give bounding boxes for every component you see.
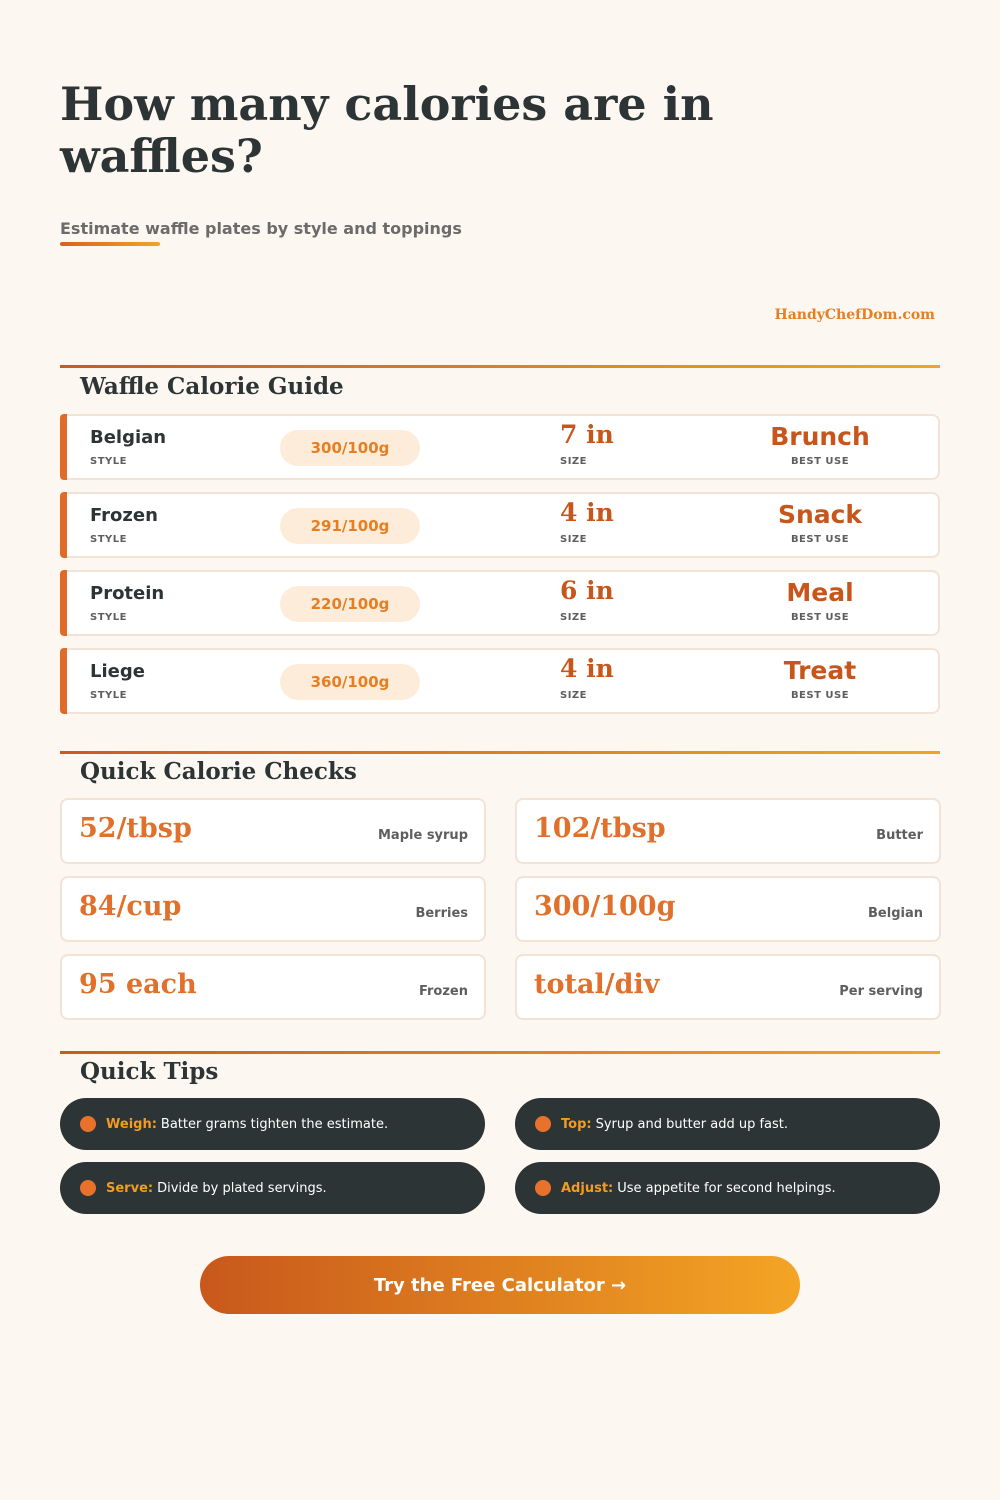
check-card	[515, 798, 941, 864]
style-label: STYLE	[90, 456, 127, 467]
best-use-value: Brunch	[770, 422, 870, 451]
calorie-pill: 291/100g	[280, 508, 420, 544]
tip-item	[60, 1162, 485, 1214]
checks-title: Quick Calorie Checks	[80, 758, 357, 785]
check-label: Per serving	[839, 984, 923, 999]
style-label: STYLE	[90, 612, 127, 623]
tip-text: Batter grams tighten the estimate.	[160, 1116, 389, 1132]
check-value: 95 each	[79, 969, 197, 1000]
best-use-label: BEST USE	[790, 456, 850, 467]
calorie-pill: 300/100g	[280, 430, 420, 466]
check-card	[60, 954, 486, 1020]
guide-row-protein	[60, 570, 940, 636]
section-divider	[60, 365, 940, 368]
check-card	[60, 798, 486, 864]
style-name: Frozen	[90, 505, 158, 526]
row-accent-bar	[60, 648, 67, 714]
check-label: Maple syrup	[378, 828, 468, 843]
best-use-value: Snack	[777, 500, 863, 529]
tips-title: Quick Tips	[80, 1058, 219, 1085]
tip-text: Syrup and butter add up fast.	[595, 1116, 789, 1132]
bullet-dot-icon	[535, 1116, 551, 1132]
best-use-label: BEST USE	[790, 690, 850, 701]
best-use-value: Meal	[786, 578, 854, 607]
style-name: Liege	[90, 661, 145, 682]
check-card	[515, 954, 941, 1020]
bullet-dot-icon	[80, 1180, 96, 1196]
best-use-label: BEST USE	[790, 612, 850, 623]
check-label: Butter	[876, 828, 923, 843]
guide-title: Waffle Calorie Guide	[80, 373, 344, 400]
size-label: SIZE	[560, 456, 588, 467]
subtitle-underline	[60, 242, 160, 246]
brand-link[interactable]: HandyChefDom.com	[774, 307, 935, 323]
tip-key: Weigh:	[106, 1116, 157, 1132]
size-value: 6 in	[560, 576, 614, 605]
tip-key: Adjust:	[561, 1180, 614, 1196]
best-use-label: BEST USE	[790, 534, 850, 545]
tip-item	[515, 1162, 940, 1214]
size-label: SIZE	[560, 690, 588, 701]
calorie-pill: 360/100g	[280, 664, 420, 700]
bullet-dot-icon	[80, 1116, 96, 1132]
row-accent-bar	[60, 570, 67, 636]
size-value: 4 in	[560, 654, 614, 683]
check-card	[60, 876, 486, 942]
check-value: total/div	[534, 969, 660, 1000]
check-value: 84/cup	[79, 891, 182, 922]
section-divider	[60, 1051, 940, 1054]
tip-text: Divide by plated servings.	[157, 1180, 327, 1196]
best-use-value: Treat	[783, 656, 857, 685]
tip-item	[515, 1098, 940, 1150]
style-name: Protein	[90, 583, 165, 604]
tip-key: Top:	[561, 1116, 592, 1132]
check-label: Berries	[415, 906, 468, 921]
tip-text: Use appetite for second helpings.	[617, 1180, 836, 1196]
tip-item	[60, 1098, 485, 1150]
guide-row-belgian	[60, 414, 940, 480]
style-name: Belgian	[90, 427, 167, 448]
page-title: How many calories are in waffles?	[60, 77, 714, 183]
size-label: SIZE	[560, 534, 588, 545]
bullet-dot-icon	[535, 1180, 551, 1196]
calculator-cta-button[interactable]: Try the Free Calculator →	[200, 1256, 800, 1314]
check-value: 102/tbsp	[534, 813, 666, 844]
check-value: 52/tbsp	[79, 813, 192, 844]
size-value: 4 in	[560, 498, 614, 527]
tip-key: Serve:	[106, 1180, 154, 1196]
section-divider	[60, 751, 940, 754]
check-label: Frozen	[418, 984, 468, 999]
size-label: SIZE	[560, 612, 588, 623]
style-label: STYLE	[90, 690, 127, 701]
size-value: 7 in	[560, 420, 614, 449]
guide-row-liege	[60, 648, 940, 714]
check-value: 300/100g	[534, 891, 676, 922]
calorie-pill: 220/100g	[280, 586, 420, 622]
guide-row-frozen	[60, 492, 940, 558]
check-label: Belgian	[868, 906, 923, 921]
style-label: STYLE	[90, 534, 127, 545]
page-subtitle: Estimate waffle plates by style and toppings	[60, 219, 462, 238]
row-accent-bar	[60, 414, 67, 480]
row-accent-bar	[60, 492, 67, 558]
check-card	[515, 876, 941, 942]
